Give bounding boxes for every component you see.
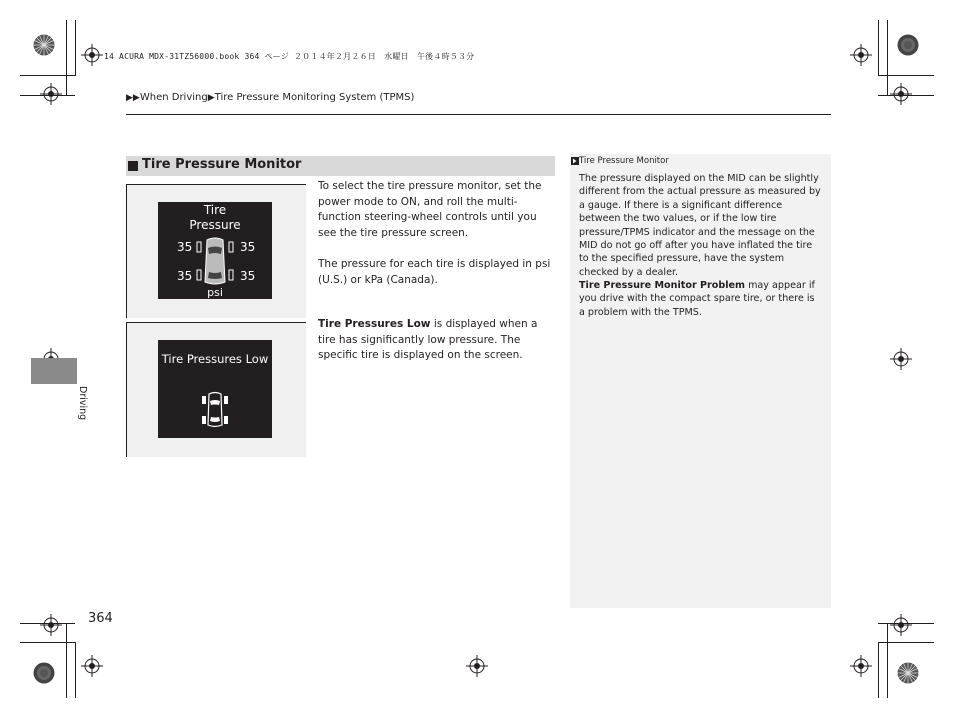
chapter-tab[interactable]: [31, 358, 77, 384]
breadcrumb-separator-icon: ▶: [207, 93, 215, 103]
tpm-problem-term: Tire Pressure Monitor Problem: [579, 280, 746, 291]
reference-heading[interactable]: [571, 156, 669, 166]
rear-left-pressure: 35: [177, 269, 193, 283]
low-pressure-message: Tire Pressures Low: [161, 352, 269, 366]
registration-mark-icon: [890, 614, 912, 636]
tire-pressures-low-term: Tire Pressures Low: [318, 318, 431, 330]
color-target-icon: [897, 662, 919, 684]
color-target-icon: [33, 34, 55, 56]
registration-mark-icon: [890, 348, 912, 370]
body-paragraph-3: [318, 317, 558, 364]
reference-icon: [571, 157, 579, 165]
breadcrumb-item-when-driving[interactable]: When Driving: [139, 92, 208, 103]
front-left-pressure: 35: [177, 240, 193, 254]
reference-heading-text: Tire Pressure Monitor: [579, 156, 669, 166]
registration-mark-icon: [81, 655, 103, 677]
body-paragraph-1: To select the tire pressure monitor, set the power mode to ON, and roll the multi-function steering-wheel controls until you see the tire pressure screen.: [318, 180, 542, 239]
breadcrumb: [126, 92, 414, 103]
registration-mark-icon: [81, 44, 103, 66]
car-low-tire-icon: [201, 391, 229, 429]
section-heading: [126, 156, 555, 176]
reference-panel: [570, 154, 831, 608]
page-number: 364: [88, 611, 113, 626]
body-paragraph-3-text: is displayed when a tire has significantly low pressure. The specific tire is displayed on the screen.: [318, 318, 538, 361]
registration-mark-icon: [40, 83, 62, 105]
display-title-line2: Pressure: [189, 218, 241, 232]
breadcrumb-item-tpms[interactable]: Tire Pressure Monitoring System (TPMS): [214, 92, 415, 103]
header-rule: [126, 114, 831, 115]
tire-pressures-low-figure: [126, 322, 306, 457]
reference-paragraph-1: The pressure displayed on the MID can be slightly different from the actual pressure as measured by a gauge. If there is a significant difference between the two values, or if the low tire pressure/TPMS indicator and the message on the MID do not go off after you have inflated the tire to the specified pressure, have the system checked by a dealer.: [579, 173, 821, 278]
registration-mark-icon: [850, 44, 872, 66]
registration-mark-icon: [890, 83, 912, 105]
reference-paragraph-2: [579, 279, 823, 319]
reference-paragraph-2-text: may appear if you drive with the compact spare tire, or there is a problem with the TPMS.: [579, 280, 815, 318]
print-job-header: 14 ACURA MDX-31TZ56000.book 364 ページ ２０１４年２月２６日 水曜日 午後４時５３分: [104, 52, 475, 61]
tire-pressure-figure: [126, 184, 306, 318]
section-title: Tire Pressure Monitor: [142, 157, 302, 172]
car-top-view-icon: [195, 236, 235, 288]
rear-right-pressure: 35: [240, 269, 256, 283]
body-paragraph-2: The pressure for each tire is displayed in psi (U.S.) or kPa (Canada).: [318, 258, 551, 286]
color-target-icon: [897, 34, 919, 56]
color-target-icon: [33, 662, 55, 684]
tire-pressures-low-display: [158, 340, 272, 438]
registration-mark-icon: [40, 614, 62, 636]
front-right-pressure: 35: [240, 240, 256, 254]
breadcrumb-arrow-icon: ▶▶: [126, 93, 140, 103]
pressure-unit: psi: [207, 286, 223, 299]
registration-mark-icon: [850, 655, 872, 677]
tire-pressure-display: [158, 202, 272, 299]
section-square-icon: [128, 161, 138, 171]
display-title-line1: Tire: [203, 203, 227, 217]
chapter-tab-label: Driving: [77, 386, 88, 421]
registration-mark-icon: [466, 655, 488, 677]
